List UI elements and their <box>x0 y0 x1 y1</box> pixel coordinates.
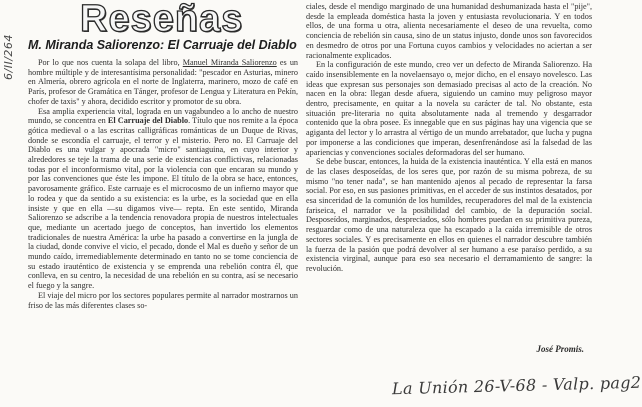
paragraph-1 <box>28 58 298 107</box>
paragraph-1-body: es un hombre múltiple y de interesantísima personalidad: "pescador en Asturias, minero en Almería, obrero agrícola en el norte de Inglaterra, marinero, mozo de café en París, profesor de Gramática en Tánger, profesor de Lengua y Literatura en Pekín, chofer de taxis" y ahora, decidido escritor y promotor de su obra. <box>28 58 299 106</box>
handwritten-source-note: La Unión 26-V-68 - Valp. pag2 <box>391 372 642 399</box>
paragraph-3: El viaje del micro por los sectores populares permite al narrador mostrarnos un friso de las más diferentes clases so- <box>28 290 298 310</box>
paragraph-5: En la configuración de este mundo, creo ver un defecto de Miranda Saliorenzo. Ha caído insensiblemente en la novelaensayo o, mejor dicho, en el ensayo novelesco. Las ideas que expresan sus personajes son demasiado precisas al acto de la creación. No nacen en la obra: llegan desde afuera, siguiendo un camino muy peligroso mayor dentro, precisamente, en quitar a la novela su carácter de tal. No obstante, esta situación pre-literaria no quita absolutamente nada al tremendo y desgarrador contenido que la obra posee. Es innegable que en sus páginas hay una vigencia que se agiganta del lector y lo arrastra al vértigo de un mundo arrebatador, que lucha y pugna por imponerse a las condiciones que imperan, desenfrenándose así la falsedad de las apariencias y convenciones sociales deformadoras del ser humano. <box>306 60 592 157</box>
paragraph-1-intro: Por lo que nos cuenta la solapa del libro, <box>38 58 183 67</box>
article-column-2 <box>306 2 592 342</box>
review-headline: M. Miranda Saliorenzo: El Carruaje del Diablo <box>28 38 297 52</box>
paragraph-4: ciales, desde el mendigo marginado de una humanidad deshumanizada hasta el "pije", desde la empleada doméstica hasta la joven y entusiasta revolucionaria. Y en todos ellos, de una forma u otra, alienta necesariamente el deseo de una revuelta, como conciencia de rebelión sin causa, sino de un status injusto, donde unos son favorecidos en desmedro de otros por una Fortuna cuyos cambios y velocidades no aciertan a ser racionalmente explicados. <box>306 2 592 60</box>
section-title: Reseñas <box>80 0 244 40</box>
author-signature: José Promis. <box>536 344 584 354</box>
paragraph-2-intro: Esa amplia experiencia vital, lograda en un vagabundeo a lo ancho de nuestro mundo, se concentra en <box>28 106 298 126</box>
book-title: El Carruaje del Diablo <box>107 116 189 126</box>
paragraph-6: Se debe buscar, entonces, la huida de la existencia inauténtica. Y ella está en manos de las clases desposeídas, de los seres que, por razón de su misma pobreza, de su mismo "no tener nada", se han mantenido ajenos al pecado de representar la farsa social. Por eso, en sus pasiones primitivas, en el acceder de sus instintos desatados, por esa sinceridad de la comunión de los humildes, recuperadores del mal de la existencia fariseica, el narrador ve la posibilidad del cambio, de la depuración social. Desposeídos, marginados, despreciados, sólo hombres puedan en su primitiva pureza, resguardar como de una naturaleza que ha escapado a la caída irremisible de otros sectores sociales. Y es precisamente en ellos en quienes el narrador descubre también la fuerza de la pasión que podrá devolver al ser humano a ese paraíso perdido, a su existencia virginal, aunque para eso sea necesario el derramamiento de sangre: la revolución. <box>306 157 592 273</box>
paragraph-2-body: . Título que nos remite a la época gótica medieval o a las escritas calligráficas románticas de un Duque de Rivas, donde se escondía el carruaje, el terror y el misterio. Pero no. El Carruaje del Diablo es una vulgar y apocrada "micro" santiaguina, en cuyo interior y alrededores se teje la trama de una serie de existencias conflictivas, relacionadas todas por el inconformismo vital, por la violencia con que encaran su mundo y por las convenciones que éste les impone. El título de la obra se hace, entonces, pavorosamente gráfico. Este carruaje es el microcosmo de un infierno mayor que lo rodea y que da sentido a su existencia: es la urbe, es la sociedad que en ella insiste y que en ella —su digamos vive— repta. En este sentido, Miranda Saliorenzo se adscribe a la tendencia renovadora propia de nuestros intelectuales que, mediante un acertado juego de conceptos, han invertido los elementos tradicionales de nuestra América: la urbe ha pasado a convertirse en la jungla de la ciudad, donde convive el vicio, el pecado, donde el Mal es dueño y señor de un mundo caído, irremediablemente determinado en tanto no se tome conciencia de su estado irauténtico de existencia y se emprenda una rebelión contra él, que conlleva, en su centro, la necesidad de una rebelión en su contra, así se necesario el fuego y la sangre. <box>28 116 298 291</box>
article-column-1 <box>28 58 298 383</box>
author-name: Manuel Miranda Saliorenzo <box>182 58 277 67</box>
margin-handwritten-note: 6/II/264 <box>2 34 15 80</box>
paragraph-2 <box>28 107 298 291</box>
